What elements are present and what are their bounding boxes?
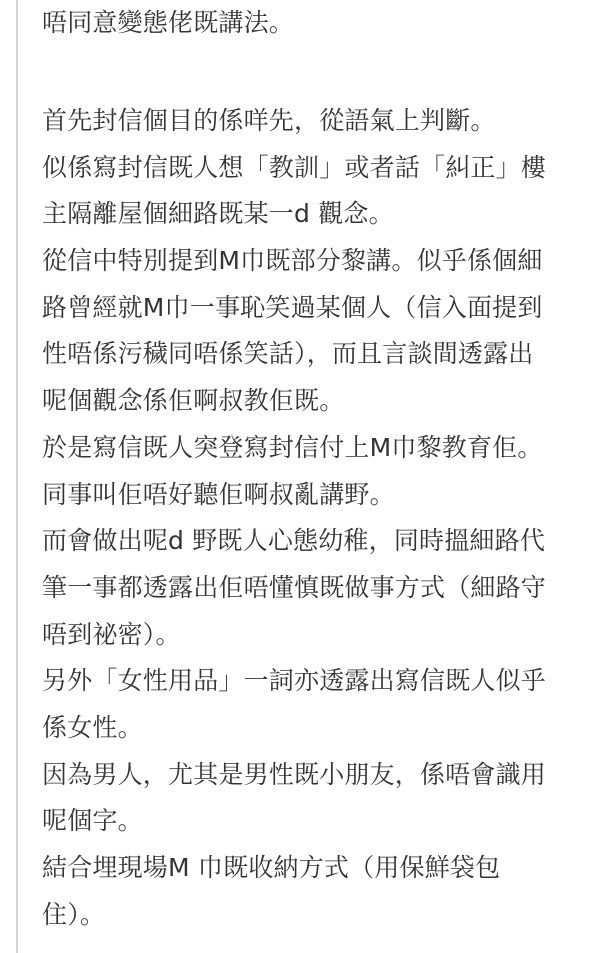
text-line: 似係寫封信既人想「教訓」或者話「糾正」樓	[42, 152, 547, 182]
text-line: 呢個觀念係佢啊叔教佢既。	[42, 386, 345, 416]
text-line: 住）。	[42, 899, 106, 929]
text-line: 路曾經就M巾一事恥笑過某個人（信入面提到	[42, 292, 543, 322]
text-line: 主隔離屋個細路既某一d 觀念。	[42, 199, 394, 229]
post-body-text	[42, 0, 602, 938]
text-line: 係女性。	[42, 712, 143, 742]
text-line: 唔同意變態佬既講法。	[42, 8, 295, 37]
text-line: 另外「女性用品」一詞亦透露出寫信既人似乎	[42, 666, 547, 696]
text-line: 從信中特別提到M巾既部分黎講。似乎係個細	[42, 246, 543, 276]
text-line: 唔到祕密）。	[42, 619, 181, 649]
text-line: 於是寫信既人突登寫封信付上M巾黎教育佢。	[42, 432, 543, 462]
left-border-rule	[0, 0, 18, 953]
text-line: 同事叫佢唔好聽佢啊叔亂講野。	[42, 479, 395, 509]
text-line: 首先封信個目的係咩先，從語氣上判斷。	[42, 106, 496, 135]
text-line: 而會做出呢d 野既人心態幼稚，同時搵細路代	[42, 526, 546, 556]
text-line: 性唔係污穢同唔係笑話），而且言談間透露出	[42, 339, 534, 369]
text-line: 因為男人，尤其是男性既小朋友，係唔會識用	[42, 759, 547, 789]
text-line: 呢個字。	[42, 806, 143, 836]
text-line: 筆一事都透露出佢唔懂慎既做事方式（細路守	[42, 572, 547, 602]
paragraph-gap	[42, 46, 602, 98]
text-line: 結合埋現場M 巾既收納方式（用保鮮袋包	[42, 853, 501, 882]
